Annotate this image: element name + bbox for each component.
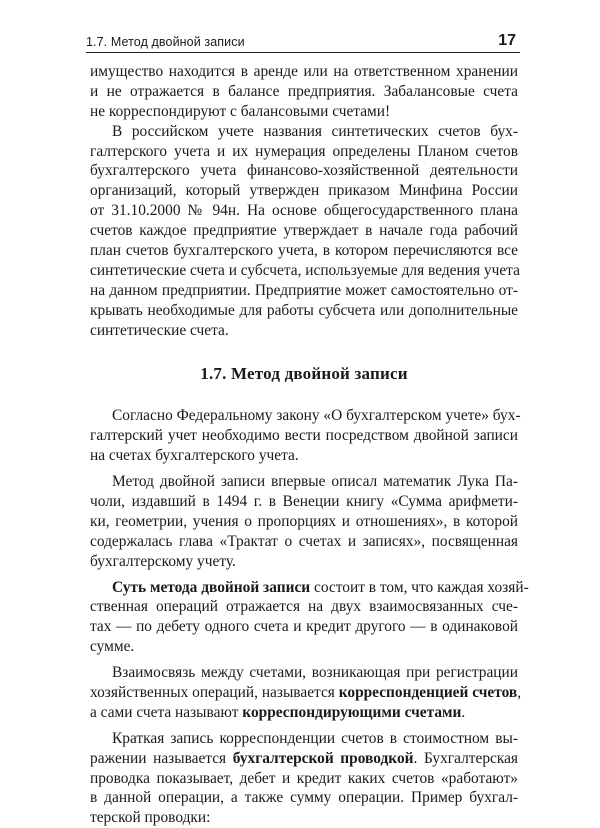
- text-line: на данном предприятии. Предприятие может самостоятельно от-: [90, 281, 518, 299]
- bold-term: бухгалтерской проводкой: [232, 749, 414, 767]
- text-line: организаций, который утвержден приказом Минфина России: [90, 182, 518, 200]
- running-header: [86, 30, 520, 53]
- text-line: и не отражается в балансе предприятия. Забалансовые счета: [90, 82, 518, 100]
- text-line: бухгалтерскому учету.: [90, 552, 236, 570]
- text-line: счетов каждое предприятие утверждает в начале года рабочий: [90, 222, 518, 240]
- text-fragment: . Бухгалтерская: [413, 749, 518, 767]
- text-line: [90, 683, 522, 703]
- bold-term: Суть метода двойной записи: [112, 578, 311, 596]
- paragraph-accounting-entry: [90, 729, 518, 828]
- text-line: В российском учете названия синтетических счетов бух-: [112, 122, 518, 140]
- bold-term: корреспондирующими счетами: [242, 703, 462, 721]
- text-line: ки, геометрии, учения о пропорциях и отношениях», в которой: [90, 512, 518, 530]
- text-line: Согласно Федеральному закону «О бухгалтерском учете» бух-: [112, 407, 521, 425]
- paragraph-pacioli: [90, 472, 518, 571]
- text-line: содержалась глава «Трактат о счетах и записях», посвященная: [90, 532, 518, 550]
- text-line: Взаимосвязь между счетами, возникающая при регистрации: [112, 664, 518, 682]
- text-line: чоли, издавший в 1494 г. в Венеции книгу «Сумма арифмети-: [90, 492, 518, 510]
- text-line: не корреспондируют с балансовыми счетами!: [90, 102, 391, 120]
- paragraph-chart-of-accounts: [90, 122, 518, 341]
- text-line: на счетах бухгалтерского учета.: [90, 447, 299, 465]
- text-line: тах — по дебету одного счета и кредит другого — в одинаковой: [90, 618, 518, 636]
- text-line: в данной операции, а также сумму операции. Пример бухгал-: [90, 789, 518, 807]
- text-line: от 31.10.2000 № 94н. На основе общегосударственного плана: [90, 202, 518, 220]
- text-line: ственная операций отражается на двух взаимосвязанных сче-: [90, 598, 518, 616]
- text-line: синтетические счета.: [90, 321, 229, 339]
- text-line: [90, 578, 529, 598]
- text-line: [90, 749, 518, 769]
- text-fragment: а сами счета называют: [90, 703, 243, 721]
- section-heading: 1.7. Метод двойной записи: [200, 364, 408, 384]
- text-line: синтетические счета и субсчета, используемые для ведения учета: [90, 261, 520, 279]
- text-fragment: хозяйственных операций, называется: [90, 683, 339, 701]
- text-line: терской проводки:: [90, 809, 211, 827]
- text-line: сумме.: [90, 638, 135, 656]
- text-fragment: ,: [517, 683, 522, 701]
- text-line: Метод двойной записи впервые описал математик Лука Па-: [112, 473, 518, 491]
- running-title: 1.7. Метод двойной записи: [86, 35, 245, 49]
- text-fragment: состоит в том, что каждая хозяй-: [310, 578, 529, 596]
- paragraph-double-entry-essence: [90, 578, 529, 658]
- text-fragment: ражении называется: [90, 749, 233, 767]
- text-line: галтерского учета и их нумерация определены Планом счетов: [90, 142, 518, 160]
- paragraph-federal-law: [90, 406, 521, 466]
- bold-term: корреспонденцией счетов: [338, 683, 518, 701]
- page-number: 17: [498, 32, 516, 49]
- text-line: план счетов бухгалтерского учета, в котором перечисляются все: [90, 242, 518, 260]
- text-line: галтерский учет необходимо вести посредством двойной записи: [90, 427, 518, 445]
- body-text: [90, 62, 529, 828]
- text-line: Краткая запись корреспонденции счетов в стоимостном вы-: [112, 729, 518, 747]
- paragraph-continuation: [90, 62, 518, 122]
- text-line: бухгалтерского учета финансово-хозяйственной деятельности: [90, 162, 518, 180]
- text-line: проводка показывает, дебет и кредит каких счетов «работают»: [90, 769, 518, 787]
- text-line: крывать необходимые для работы субсчета или дополнительные: [90, 301, 518, 319]
- text-line: [90, 703, 518, 723]
- text-fragment: .: [461, 703, 466, 721]
- text-line: имущество находится в аренде или на ответственном хранении: [90, 63, 518, 80]
- paragraph-correspondence: [90, 663, 522, 723]
